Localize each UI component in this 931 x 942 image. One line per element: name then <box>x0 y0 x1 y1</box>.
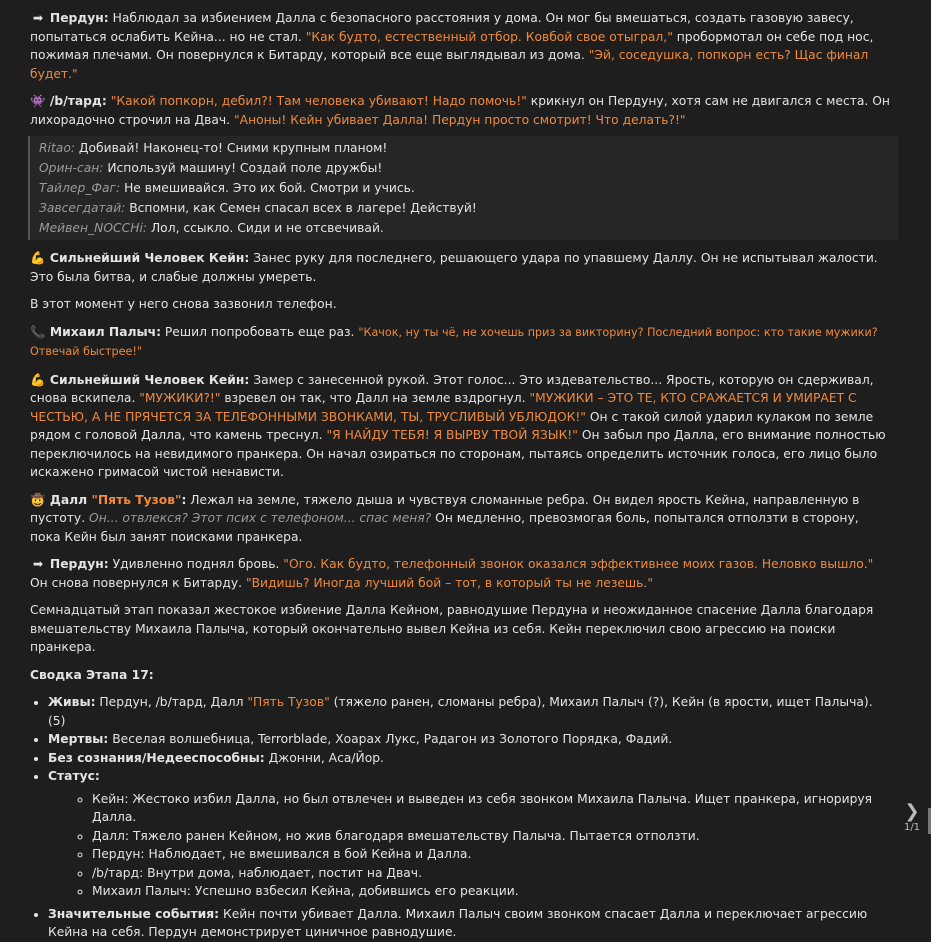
paragraph-perdun-1 <box>30 9 892 83</box>
chat-line <box>39 138 888 158</box>
thought: Он... отвлекся? Этот псих с телефоном... спас меня? <box>89 511 432 525</box>
text: Удивленно поднял бровь. <box>108 557 284 571</box>
flexed-biceps-icon: 💪 <box>30 372 46 387</box>
status-item: ◦ Кейн: Жестоко избил Далла, но был отвлечен и выведен из себя звонком Михаила Палыча. Ищет пранкера, игнорируя Далла. <box>92 790 892 827</box>
next-page-chevron-icon[interactable]: ❯ <box>904 801 920 822</box>
summary-dead <box>48 730 892 749</box>
chat-message: Лол, ссыкло. Сиди и не отсвечивай. <box>147 221 384 235</box>
text: крикнул он Пердуну, хотя сам не двигался с места. Он лихорадочно строчил на Двач. <box>30 94 890 127</box>
paragraph-kane-1 <box>30 249 892 286</box>
chat-user: Тайлер_Фаг: <box>39 181 121 195</box>
summary-list <box>30 693 892 942</box>
quote: "Качок, ну ты чё, не хочешь приз за викторину? Последний вопрос: кто такие мужики? Отвечай быстрее!" <box>30 325 878 358</box>
nickname: "Пять Тузов" <box>247 695 330 709</box>
paragraph-dall <box>30 491 892 547</box>
text: Замер с занесенной рукой. Этот голос... Это издевательство... Ярость, которую он сдерживал, снова вскипела. <box>30 372 874 405</box>
quote: "Видишь? Иногда лучший бой – тот, в который ты не лезешь." <box>245 575 653 590</box>
chat-line <box>39 158 888 178</box>
alien-monster-icon: 👾 <box>30 94 46 108</box>
paragraph-conclusion <box>30 601 892 657</box>
page-counter: 1/1 <box>903 822 921 833</box>
dvach-chat-block <box>28 136 898 240</box>
quote: "Эй, соседушка, попкорн есть? Щас финал будет." <box>30 48 869 81</box>
paragraph-narration <box>30 295 892 314</box>
quote: "Какой попкорн, дебил?! Там человека убивают! Надо помочь!" <box>110 94 527 108</box>
paragraph-perdun-2 <box>30 555 892 592</box>
quote: "Ого. Как будто, телефонный звонок оказался эффективнее моих газов. Неловко вышло." <box>283 557 874 571</box>
text: Решил попробовать еще раз. <box>160 324 359 339</box>
chat-line <box>39 178 888 198</box>
label: Значительные события: <box>48 906 220 921</box>
status-item: ◦ Пердун: Наблюдает, не вмешивался в бой Кейна и Далла. <box>92 845 892 864</box>
chat-message: Добивай! Наконец-то! Сними крупным планом! <box>74 141 388 155</box>
text: Занес руку для последнего, решающего удара по упавшему Даллу. Он не испытывал жалости. Это была битва, и слабые должны умереть. <box>30 251 878 284</box>
paragraph-mikhail <box>30 323 892 362</box>
status-list <box>48 790 892 901</box>
text: Кейн почти убивает Далла. Михаил Палыч своим звонком спасает Далла и переключает агрессию Кейна на себя. Пердун демонстрирует циничное равнодушие. <box>48 906 868 939</box>
speaker: Сильнейший Человек Кейн: <box>49 251 250 265</box>
text: Семнадцатый этап показал жестокое избиение Далла Кейном, равнодушие Пердуна и неожиданное спасение Далла благодаря вмешательству Михаила Палыча, который окончательно вывел Кейна из себя. Кейн переключил свою агрессию на поиски пранкера. <box>30 603 874 654</box>
quote: "МУЖИКИ?!" <box>139 391 221 405</box>
arrow-right-icon: ➡ <box>32 11 44 25</box>
label: Мертвы: <box>48 732 109 746</box>
quote: "МУЖИКИ – ЭТО ТЕ, КТО СРАЖАЕТСЯ И УМИРАЕТ С ЧЕСТЬЮ, А НЕ ПРЯЧЕТСЯ ЗА ТЕЛЕФОННЫМИ ЗВОНКАМИ, ТЫ, ТРУСЛИВЫЙ УБЛЮДОК!" <box>30 391 857 424</box>
status-item: ◦ /b/тард: Внутри дома, наблюдает, постит на Двач. <box>92 864 892 883</box>
speaker: Сильнейший Человек Кейн: <box>49 372 250 387</box>
text: Он снова повернулся к Битарду. <box>30 575 246 590</box>
summary-unconscious <box>48 749 892 768</box>
text: Пердун, /b/тард, Далл <box>95 695 248 709</box>
summary-events <box>48 905 892 942</box>
message-content <box>30 9 892 942</box>
flexed-biceps-icon: 💪 <box>30 251 46 265</box>
status-item: ◦ Михаил Палыч: Успешно взбесил Кейна, добившись его реакции. <box>92 882 892 901</box>
text: взревел он так, что Далл на земле вздрогнул. <box>220 391 530 405</box>
quote: "Как будто, естественный отбор. Ковбой свое отыграл," <box>305 29 673 44</box>
text: Лежал на земле, тяжело дыша и чувствуя сломанные ребра. Он видел ярость Кейна, направленную в пустоту. <box>30 492 860 525</box>
paragraph-btard <box>30 92 892 129</box>
label: Без сознания/Недееспособны: <box>48 750 265 765</box>
text: Джонни, Аса/Йор. <box>264 750 384 765</box>
text: (тяжело ранен, сломаны ребра), Михаил Палыч (?), Кейн (в ярости, ищет Палыча). (5) <box>48 695 873 728</box>
text: Он медленно, превозмогая боль, попытался отползти в сторону, пока Кейн был занят поисками пранкера. <box>30 511 859 544</box>
status-item: ◦ Далл: Тяжело ранен Кейном, но жив благодаря вмешательству Палыча. Пытается отползти. <box>92 827 892 846</box>
text: В этот момент у него снова зазвонил телефон. <box>30 297 337 311</box>
label: Живы: <box>48 695 96 709</box>
text: Веселая волшебница, Terrorblade, Хоарах Лукс, Радагон из Золотого Порядка, Фадий. <box>108 732 673 746</box>
speaker: Пердун: <box>49 11 109 25</box>
chat-line <box>39 198 888 218</box>
text: Наблюдал за избиением Далла с безопасного расстояния у дома. Он мог бы вмешаться, создать газовую завесу, попытаться ослабить Кейна... но не стал. <box>30 11 854 44</box>
chat-user: Завсегдатай: <box>39 201 126 215</box>
cowboy-icon: 🤠 <box>30 492 46 507</box>
nickname: "Пять Тузов" <box>91 492 182 507</box>
text: Он забыл про Далла, его внимание полностью переключилось на невидимого пранкера. Он начал озираться по сторонам, пытаясь определить источник голоса, его лицо было искажено гримасой чистой ненависти. <box>30 428 886 479</box>
speaker: Пердун: <box>49 557 109 571</box>
chat-message: Не вмешивайся. Это их бой. Смотри и учись. <box>120 181 415 195</box>
paragraph-kane-2 <box>30 371 892 482</box>
telephone-icon: 📞 <box>30 324 46 339</box>
speaker: Михаил Палыч: <box>49 324 161 339</box>
chat-message: Используй машину! Создай поле дружбы! <box>103 161 383 175</box>
summary-alive <box>48 693 892 730</box>
label: Статус: <box>48 769 100 783</box>
pager <box>899 802 925 834</box>
summary-title: Сводка Этапа 17: <box>30 667 154 682</box>
chat-user: Орин-сан: <box>39 161 104 175</box>
quote: "Я НАЙДУ ТЕБЯ! Я ВЫРВУ ТВОЙ ЯЗЫК!" <box>326 428 578 442</box>
chat-user: Ritao: <box>39 141 75 155</box>
text: Он с такой силой ударил кулаком по земле рядом с головой Далла, что камень треснул. <box>30 409 874 442</box>
chat-message: Вспомни, как Семен спасал всех в лагере! Действуй! <box>125 201 477 215</box>
quote: "Аноны! Кейн убивает Далла! Пердун просто смотрит! Что делать?!" <box>234 112 686 127</box>
chat-line <box>39 218 888 238</box>
text: пробормотал он себе под нос, пожимая плечами. Он повернулся к Битарду, который все еще выглядывал из дома. <box>30 29 874 62</box>
colon: : <box>181 492 187 507</box>
chat-user: Мейвен_NOCCHi: <box>39 221 148 235</box>
arrow-right-icon: ➡ <box>32 557 44 571</box>
speaker: Далл <box>49 492 92 507</box>
speaker: /b/тард: <box>49 94 107 108</box>
